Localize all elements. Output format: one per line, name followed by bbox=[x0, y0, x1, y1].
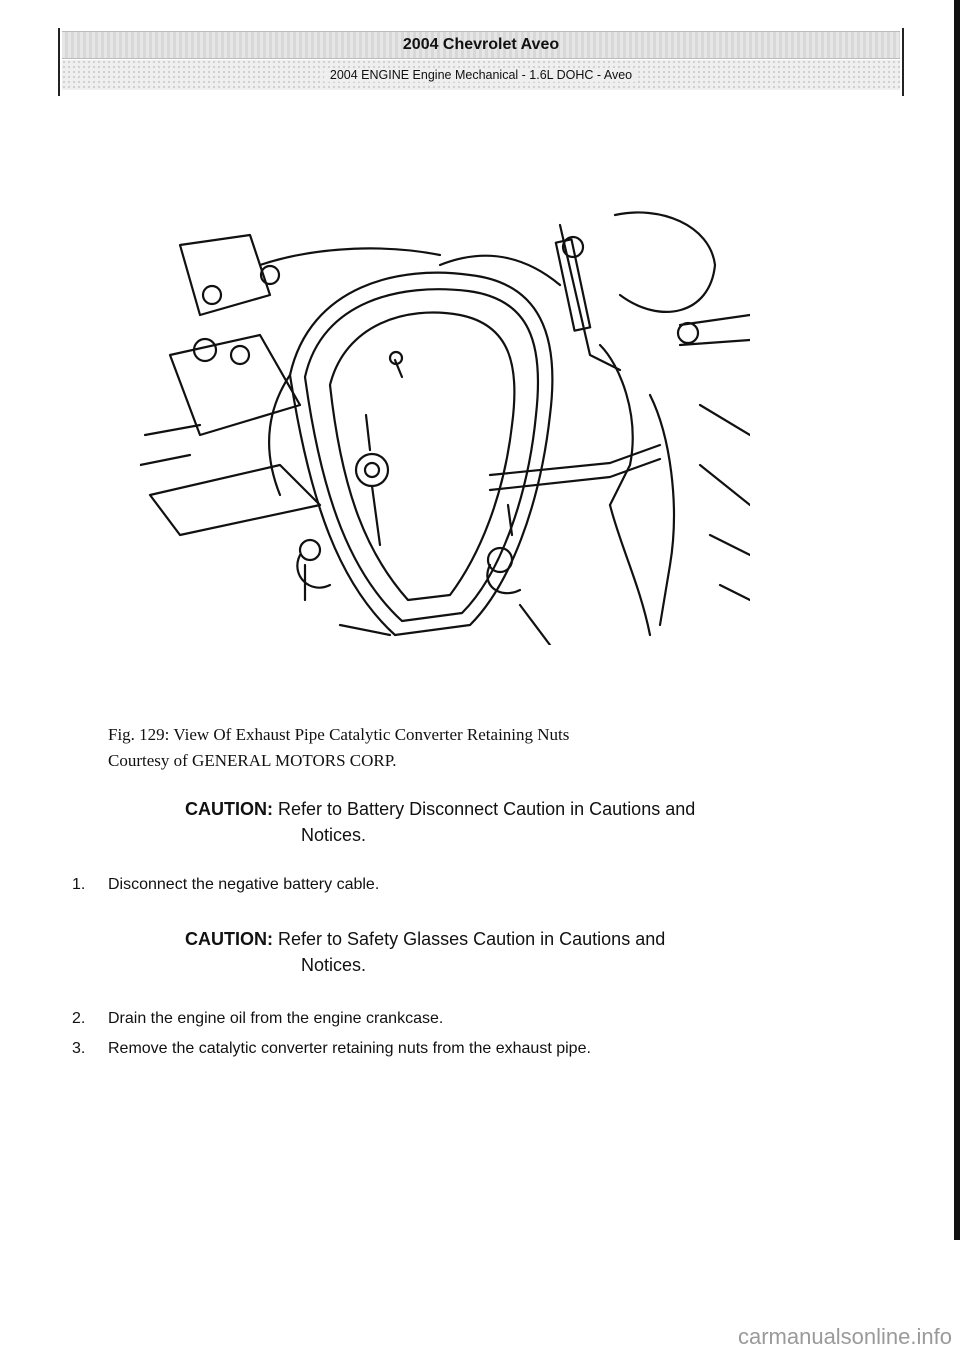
page-border-left bbox=[58, 28, 60, 96]
procedure-step bbox=[72, 1010, 443, 1028]
step-number: 2. bbox=[72, 1010, 86, 1027]
caution-text-continued: Notices. bbox=[301, 955, 367, 975]
figure-caption-credit: Courtesy of GENERAL MOTORS CORP. bbox=[108, 751, 397, 770]
site-watermark: carmanualsonline.info bbox=[737, 1324, 952, 1349]
step-text: Remove the catalytic converter retaining nuts from the exhaust pipe. bbox=[108, 1040, 591, 1057]
figure-caption bbox=[108, 722, 569, 774]
page-edge-rule bbox=[954, 0, 960, 1240]
caution-safety-glasses bbox=[185, 926, 885, 978]
caution-label: CAUTION: bbox=[185, 929, 273, 949]
page-border-right bbox=[902, 28, 904, 96]
procedure-step bbox=[72, 876, 379, 894]
caution-text-continued: Notices. bbox=[301, 825, 367, 845]
document-title: 2004 Chevrolet Aveo bbox=[62, 31, 900, 59]
caution-battery-disconnect bbox=[185, 796, 885, 848]
exhaust-pipe-illustration bbox=[140, 205, 750, 645]
step-number: 1. bbox=[72, 876, 86, 893]
procedure-step bbox=[72, 1040, 591, 1058]
step-number: 3. bbox=[72, 1040, 86, 1057]
figure-caption-title: Fig. 129: View Of Exhaust Pipe Catalytic Converter Retaining Nuts bbox=[108, 725, 570, 744]
document-subtitle bbox=[62, 60, 900, 90]
caution-text: Refer to Battery Disconnect Caution in Cautions and bbox=[278, 799, 696, 819]
document-subtitle-text: 2004 ENGINE Engine Mechanical - 1.6L DOHC - Aveo bbox=[324, 68, 638, 82]
caution-label: CAUTION: bbox=[185, 799, 273, 819]
step-text: Disconnect the negative battery cable. bbox=[108, 876, 380, 893]
caution-text: Refer to Safety Glasses Caution in Cautions and bbox=[278, 929, 666, 949]
step-text: Drain the engine oil from the engine crankcase. bbox=[108, 1010, 444, 1027]
